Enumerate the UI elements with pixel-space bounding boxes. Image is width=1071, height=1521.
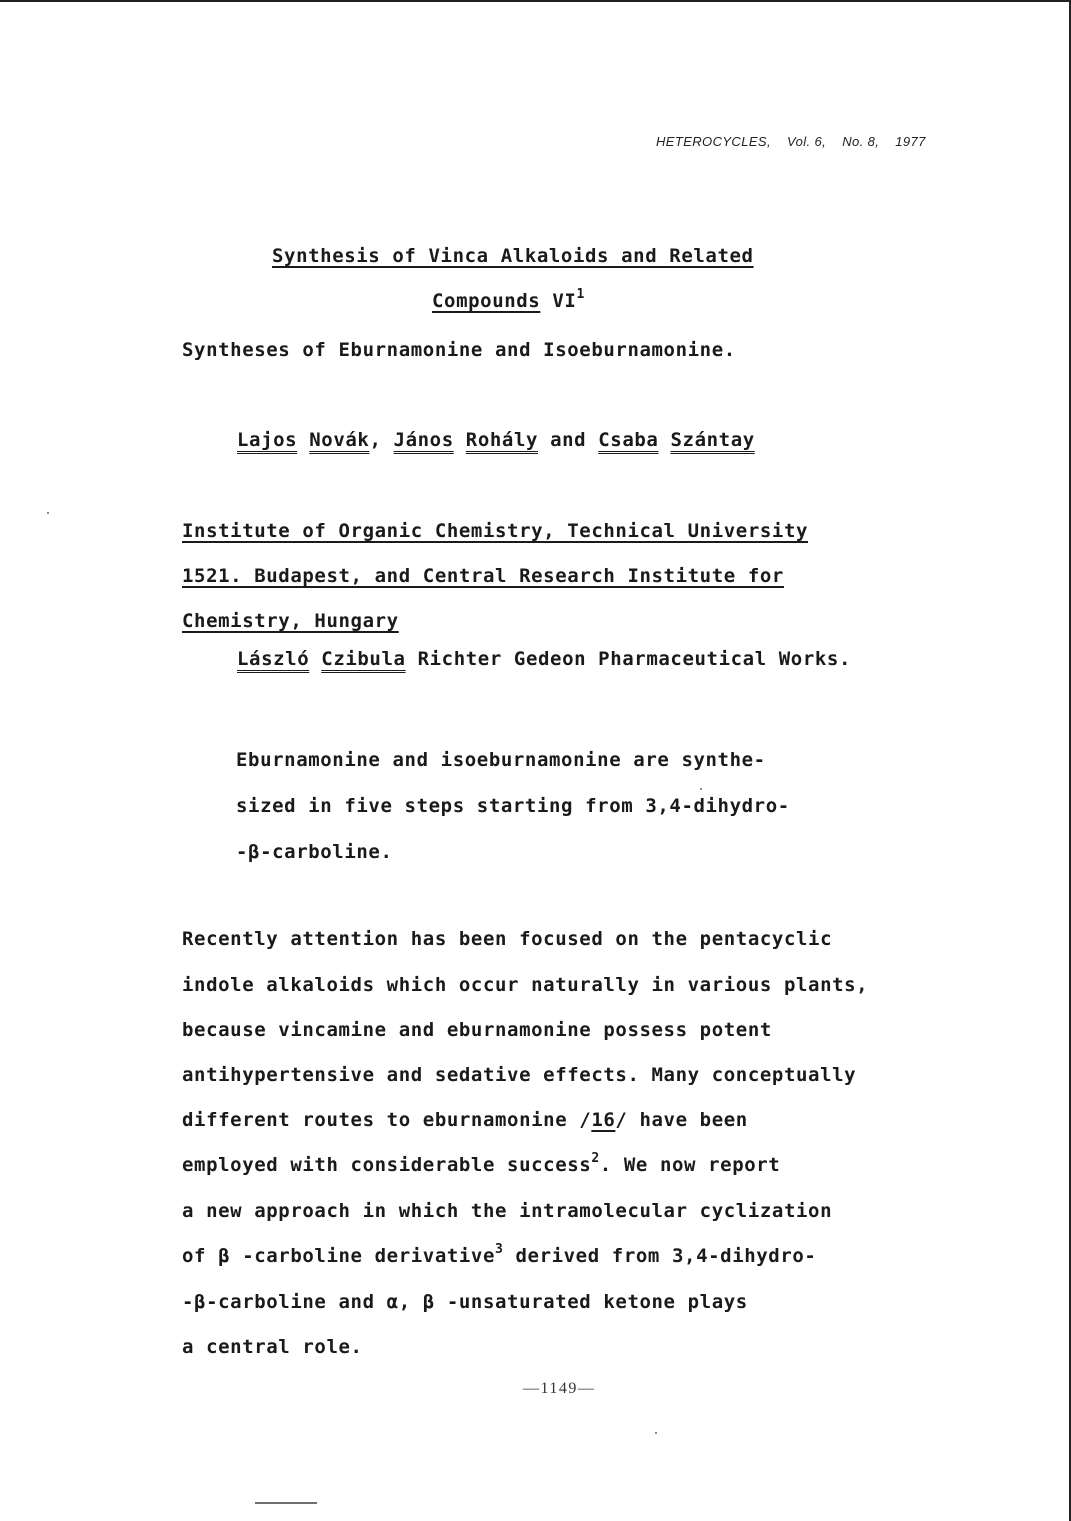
journal-header bbox=[656, 134, 926, 149]
ref-3: 3 bbox=[495, 1242, 504, 1257]
title-compounds: Compounds bbox=[432, 290, 541, 312]
title-ref: 1 bbox=[576, 287, 585, 302]
journal-name: HETEROCYCLES, bbox=[656, 134, 772, 149]
subtitle: Syntheses of Eburnamonine and Isoeburnamonine. bbox=[182, 339, 736, 361]
author-3-last: Szántay bbox=[670, 429, 755, 451]
author-line bbox=[237, 429, 755, 451]
abstract-line-2: sized in five steps starting from 3,4-dihydro- bbox=[236, 795, 790, 817]
body-line-10: a central role. bbox=[182, 1336, 363, 1358]
title-line-1: Synthesis of Vinca Alkaloids and Related bbox=[272, 245, 754, 267]
body-line-5-a: different routes to eburnamonine / bbox=[182, 1109, 592, 1131]
author-4-first: László bbox=[237, 648, 310, 670]
affiliation-line-1: Institute of Organic Chemistry, Technical University bbox=[182, 520, 809, 542]
body-line-9: -β-carboline and α, β -unsaturated ketone plays bbox=[182, 1291, 748, 1313]
body-line-8 bbox=[182, 1242, 817, 1267]
author-2-last: Rohály bbox=[465, 429, 539, 451]
scan-speck bbox=[655, 1432, 657, 1434]
author-2-first: János bbox=[393, 429, 454, 451]
body-line-7: a new approach in which the intramolecular cyclization bbox=[182, 1200, 833, 1222]
body-line-3: because vincamine and eburnamonine possess potent bbox=[182, 1019, 772, 1041]
body-line-6 bbox=[182, 1151, 781, 1176]
body-line-8-a: of β -carboline derivative bbox=[182, 1245, 496, 1267]
abstract-line-1: Eburnamonine and isoeburnamonine are synthe- bbox=[236, 749, 766, 771]
title-line-2 bbox=[432, 287, 585, 312]
author-4-org: Richter Gedeon Pharmaceutical Works. bbox=[405, 648, 852, 670]
journal-volume: Vol. 6, bbox=[787, 134, 827, 149]
body-line-6-a: employed with considerable success bbox=[182, 1154, 592, 1176]
author-1-last: Novák bbox=[309, 429, 370, 451]
abstract-line-3: -β-carboline. bbox=[236, 841, 393, 863]
compound-number: 16 bbox=[591, 1109, 616, 1131]
page-number: —1149— bbox=[523, 1380, 596, 1397]
body-line-8-b: derived from 3,4-dihydro- bbox=[503, 1245, 817, 1267]
ref-2: 2 bbox=[591, 1151, 600, 1166]
body-line-5-b: / have been bbox=[615, 1109, 748, 1131]
page-border-top bbox=[0, 0, 1071, 2]
body-line-4: antihypertensive and sedative effects. Many conceptually bbox=[182, 1064, 857, 1086]
body-line-1: Recently attention has been focused on the pentacyclic bbox=[182, 928, 833, 950]
affiliation-line-4 bbox=[237, 648, 851, 670]
affiliation-line-2: 1521. Budapest, and Central Research Institute for bbox=[182, 565, 784, 587]
journal-year: 1977 bbox=[895, 134, 926, 149]
author-3-first: Csaba bbox=[598, 429, 659, 451]
title-series: VI bbox=[540, 290, 577, 312]
affiliation-line-3: Chemistry, Hungary bbox=[182, 610, 399, 632]
scan-artifact bbox=[255, 1502, 317, 1504]
body-line-2: indole alkaloids which occur naturally in various plants, bbox=[182, 974, 869, 996]
scan-speck bbox=[47, 512, 49, 514]
scan-speck bbox=[700, 788, 702, 790]
author-4-last: Czibula bbox=[321, 648, 406, 670]
journal-number: No. 8, bbox=[842, 134, 880, 149]
body-line-5 bbox=[182, 1109, 748, 1131]
author-1-first: Lajos bbox=[237, 429, 298, 451]
author-sep: , bbox=[369, 429, 382, 451]
body-line-6-b: . We now report bbox=[599, 1154, 781, 1176]
author-conj: and bbox=[550, 429, 587, 451]
